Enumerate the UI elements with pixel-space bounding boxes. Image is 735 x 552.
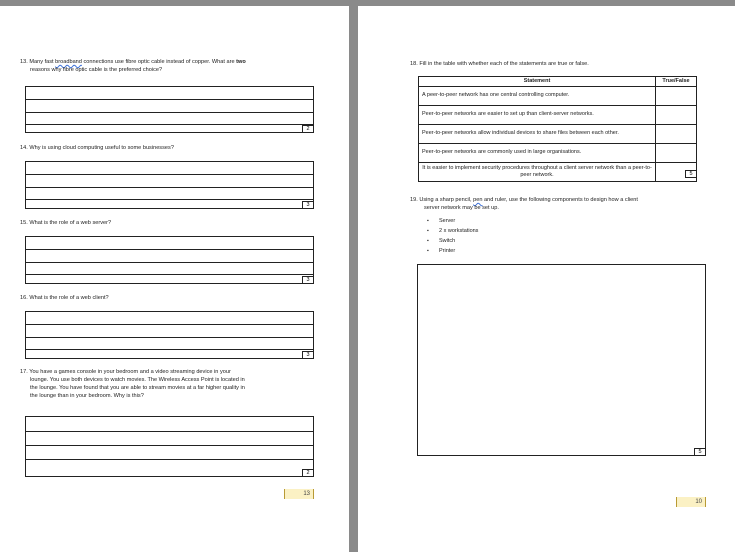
list-item: ▪ Switch: [425, 236, 478, 246]
table-header-true-false: True/False: [656, 77, 697, 87]
answer-box-14[interactable]: [25, 161, 314, 209]
answer-box-13[interactable]: [25, 86, 314, 133]
list-item: ▪ 2 x workstations: [425, 226, 478, 236]
marks-box: 3: [302, 351, 314, 359]
question-number: 13.: [20, 59, 28, 65]
marks-box: 2: [302, 125, 314, 133]
list-item: ▪ Server: [425, 216, 478, 226]
question-15: 15. What is the role of a web server?: [20, 220, 112, 226]
document-page-left: [0, 6, 349, 552]
answer-cell[interactable]: [656, 143, 697, 162]
question-13: 13. Many fast broadband connections use fibre optic cable instead of copper. What are two reasons why fibre optic cable is the preferred choice?: [20, 59, 246, 73]
component-list: [425, 216, 478, 256]
page-number: 10: [676, 497, 706, 507]
marks-box: 5: [694, 448, 706, 456]
table-row: Peer-to-peer networks are commonly used in large organisations.: [419, 143, 697, 162]
question-17: 17. You have a games console in your bedroom and a video streaming device in your lounge. You use both devices to watch movies. The Wireless Access Point is located in the lounge. You have found that you are able to stream movies at a far higher quality in the lounge than in your bedroom. Why is this?: [20, 369, 245, 399]
answer-box-15[interactable]: [25, 236, 314, 284]
design-answer-box[interactable]: [417, 264, 706, 456]
marks-box: 3: [302, 276, 314, 284]
table-row: Peer-to-peer networks are easier to set up than client-server networks.: [419, 105, 697, 124]
answer-box-17[interactable]: [25, 416, 314, 477]
table-row: It is easier to implement security procedures throughout a client server network than a peer-to-peer network.: [419, 162, 697, 181]
marks-box: 2: [302, 469, 314, 477]
answer-cell[interactable]: [656, 105, 697, 124]
spelling-underline: pen: [473, 197, 483, 203]
true-false-table: [418, 76, 697, 182]
answer-cell[interactable]: [656, 124, 697, 143]
marks-box: 3: [302, 201, 314, 209]
list-item: ▪ Printer: [425, 246, 478, 256]
question-18: 18. Fill in the table with whether each of the statements are true or false.: [410, 61, 589, 67]
table-row: Peer-to-peer networks allow individual devices to share files between each other.: [419, 124, 697, 143]
answer-cell[interactable]: [656, 86, 697, 105]
document-page-right: [358, 6, 735, 552]
table-row: A peer-to-peer network has one central controlling computer.: [419, 86, 697, 105]
answer-box-16[interactable]: [25, 311, 314, 359]
table-header-statement: Statement: [419, 77, 656, 87]
spelling-underline: broadband: [55, 59, 82, 65]
question-19: 19. Using a sharp pencil, pen and ruler, use the following components to design how a client server network may be set up.: [410, 197, 638, 211]
question-14: 14. Why is using cloud computing useful to some businesses?: [20, 145, 174, 151]
marks-box: 5: [685, 170, 697, 178]
page-number: 13: [284, 489, 314, 499]
question-16: 16. What is the role of a web client?: [20, 295, 109, 301]
